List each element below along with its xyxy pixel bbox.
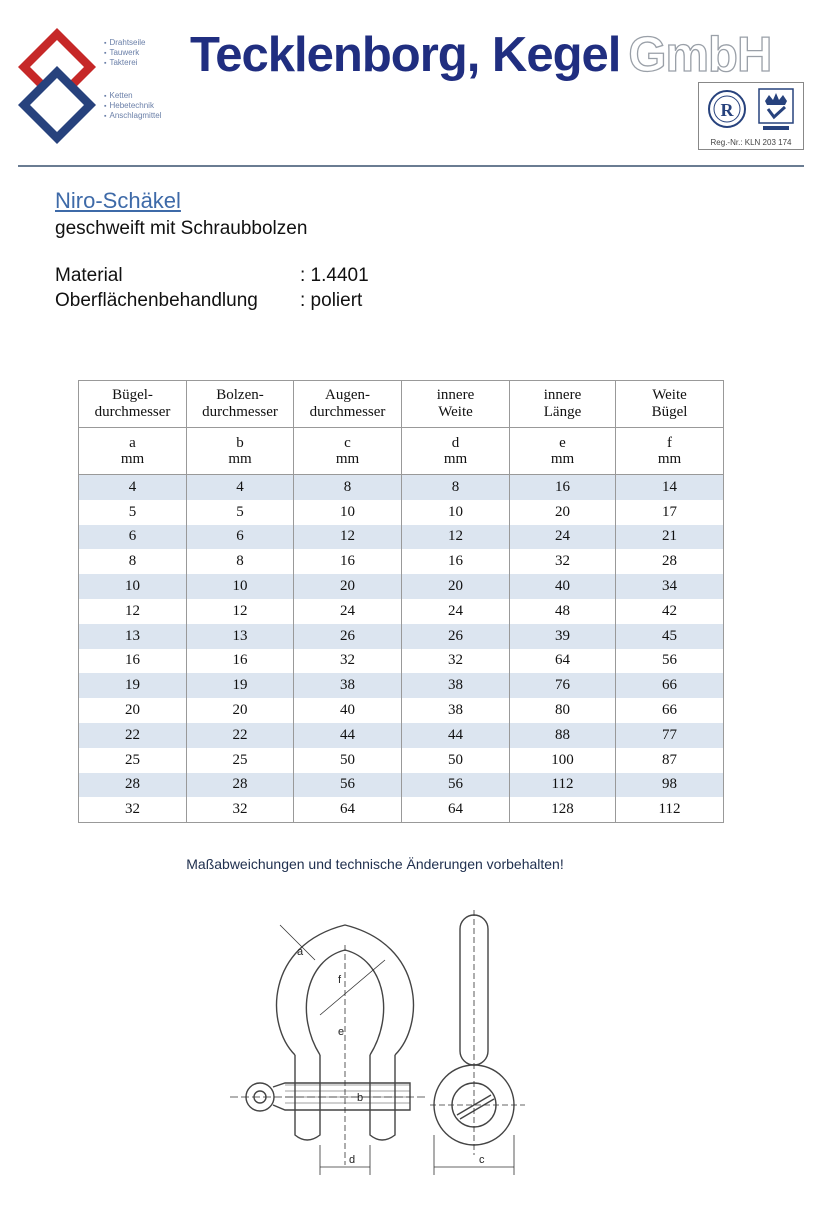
table-cell: 4 (187, 475, 294, 500)
table-cell: 22 (79, 723, 187, 748)
ukas-crown-icon (757, 87, 795, 133)
table-cell: 20 (294, 574, 402, 599)
table-cell: 87 (616, 748, 724, 773)
svg-text:R: R (720, 100, 734, 120)
table-cell: 32 (79, 797, 187, 822)
table-row (79, 574, 724, 599)
table-cell: 32 (294, 649, 402, 674)
company-name-text: Tecklenborg, Kegel (190, 28, 621, 82)
table-cell: 45 (616, 624, 724, 649)
table-cell: 28 (187, 773, 294, 798)
table-cell: 32 (510, 549, 616, 574)
table-cell: 4 (79, 475, 187, 500)
table-row (79, 500, 724, 525)
table-cell: 24 (510, 525, 616, 550)
table-cell: 10 (294, 500, 402, 525)
column-header: Bolzen- durchmesser (187, 381, 294, 428)
table-cell: 12 (294, 525, 402, 550)
table-cell: 17 (616, 500, 724, 525)
tag-item: ▪ Ketten (104, 91, 162, 101)
label-b: b (357, 1092, 364, 1104)
table-cell: 16 (510, 475, 616, 500)
table-cell: 80 (510, 698, 616, 723)
table-row (79, 797, 724, 822)
certification-seal-icon (707, 89, 747, 129)
table-cell: 20 (510, 500, 616, 525)
table-cell: 56 (402, 773, 510, 798)
table-cell: 24 (402, 599, 510, 624)
table-cell: 50 (294, 748, 402, 773)
table-cell: 22 (187, 723, 294, 748)
table-cell: 40 (294, 698, 402, 723)
table-row (79, 698, 724, 723)
column-symbol: c mm (294, 428, 402, 475)
page-header (0, 0, 826, 170)
table-cell: 16 (79, 649, 187, 674)
table-cell: 16 (294, 549, 402, 574)
company-suffix: GmbH (628, 28, 772, 82)
table-row (79, 624, 724, 649)
table-cell: 48 (510, 599, 616, 624)
table-cell: 25 (187, 748, 294, 773)
tag-item: ▪ Tauwerk (104, 48, 146, 58)
table-cell: 44 (294, 723, 402, 748)
table-cell: 44 (402, 723, 510, 748)
table-cell: 20 (187, 698, 294, 723)
table-cell: 16 (187, 649, 294, 674)
table-cell: 28 (616, 549, 724, 574)
table-cell: 8 (79, 549, 187, 574)
table-cell: 112 (510, 773, 616, 798)
header-divider (18, 165, 804, 167)
tag-item: ▪ Takterei (104, 58, 146, 68)
table-row (79, 475, 724, 500)
table-cell: 13 (187, 624, 294, 649)
table-cell: 39 (510, 624, 616, 649)
column-header: innere Länge (510, 381, 616, 428)
table-cell: 56 (294, 773, 402, 798)
table-cell: 26 (294, 624, 402, 649)
table-cell: 24 (294, 599, 402, 624)
disclaimer-note: Maßabweichungen und technische Änderungen vorbehalten! (186, 856, 564, 872)
tag-item: ▪ Drahtseile (104, 38, 146, 48)
table-cell: 88 (510, 723, 616, 748)
table-cell: 26 (402, 624, 510, 649)
label-d: d (349, 1154, 356, 1166)
table-cell: 12 (79, 599, 187, 624)
table-cell: 8 (187, 549, 294, 574)
table-cell: 64 (510, 649, 616, 674)
spec-value: : poliert (300, 290, 363, 311)
table-cell: 10 (187, 574, 294, 599)
table-row (79, 525, 724, 550)
table-row (79, 723, 724, 748)
table-cell: 25 (79, 748, 187, 773)
table-cell: 40 (510, 574, 616, 599)
shackle-leg-right (370, 1055, 395, 1140)
table-cell: 6 (79, 525, 187, 550)
registration-number: Reg.-Nr.: KLN 203 174 (710, 138, 792, 147)
spec-surface (55, 290, 363, 312)
service-tags-top (104, 38, 146, 68)
company-name (190, 27, 771, 83)
table-cell: 76 (510, 673, 616, 698)
column-symbol: f mm (616, 428, 724, 475)
table-cell: 8 (402, 475, 510, 500)
table-cell: 34 (616, 574, 724, 599)
table-cell: 16 (402, 549, 510, 574)
table-cell: 12 (187, 599, 294, 624)
table-cell: 38 (402, 673, 510, 698)
shackle-drawing (225, 905, 545, 1190)
table-row (79, 649, 724, 674)
column-symbol: e mm (510, 428, 616, 475)
table-cell: 19 (187, 673, 294, 698)
table-header-row (79, 381, 724, 428)
company-logo-icon (14, 24, 100, 148)
table-cell: 14 (616, 475, 724, 500)
label-f: f (338, 974, 342, 986)
tag-item: ▪ Hebetechnik (104, 101, 162, 111)
label-c: c (479, 1154, 485, 1166)
table-cell: 32 (402, 649, 510, 674)
table-row (79, 748, 724, 773)
table-cell: 98 (616, 773, 724, 798)
table-cell: 21 (616, 525, 724, 550)
column-header: Weite Bügel (616, 381, 724, 428)
table-cell: 12 (402, 525, 510, 550)
table-cell: 13 (79, 624, 187, 649)
table-cell: 77 (616, 723, 724, 748)
column-header: Bügel- durchmesser (79, 381, 187, 428)
column-header: innere Weite (402, 381, 510, 428)
shackle-leg-left (295, 1055, 320, 1140)
spec-value: : 1.4401 (300, 265, 369, 286)
table-cell: 20 (79, 698, 187, 723)
table-symbol-row (79, 428, 724, 475)
column-symbol: b mm (187, 428, 294, 475)
dimensions-table (78, 380, 724, 823)
table-cell: 8 (294, 475, 402, 500)
product-subtitle: geschweift mit Schraubbolzen (55, 218, 308, 239)
column-symbol: a mm (79, 428, 187, 475)
label-e: e (338, 1026, 345, 1038)
table-row (79, 773, 724, 798)
spec-material (55, 265, 369, 287)
table-cell: 42 (616, 599, 724, 624)
table-cell: 112 (616, 797, 724, 822)
table-cell: 5 (187, 500, 294, 525)
table-cell: 32 (187, 797, 294, 822)
table-cell: 66 (616, 698, 724, 723)
table-cell: 38 (294, 673, 402, 698)
table-cell: 10 (79, 574, 187, 599)
table-cell: 5 (79, 500, 187, 525)
label-a: a (297, 946, 304, 958)
table-cell: 66 (616, 673, 724, 698)
table-cell: 20 (402, 574, 510, 599)
service-tags-bottom (104, 91, 162, 121)
table-cell: 10 (402, 500, 510, 525)
table-row (79, 549, 724, 574)
table-cell: 64 (294, 797, 402, 822)
table-row (79, 599, 724, 624)
column-header: Augen- durchmesser (294, 381, 402, 428)
table-cell: 6 (187, 525, 294, 550)
table-cell: 50 (402, 748, 510, 773)
table-cell: 56 (616, 649, 724, 674)
table-cell: 100 (510, 748, 616, 773)
table-row (79, 673, 724, 698)
product-title: Niro-Schäkel (55, 188, 181, 213)
column-symbol: d mm (402, 428, 510, 475)
table-cell: 128 (510, 797, 616, 822)
table-cell: 28 (79, 773, 187, 798)
table-cell: 38 (402, 698, 510, 723)
tag-item: ▪ Anschlagmittel (104, 111, 162, 121)
certification-box (698, 82, 804, 150)
table-cell: 64 (402, 797, 510, 822)
table-cell: 19 (79, 673, 187, 698)
spec-label: Oberflächenbehandlung (55, 290, 258, 311)
spec-label: Material (55, 265, 123, 286)
